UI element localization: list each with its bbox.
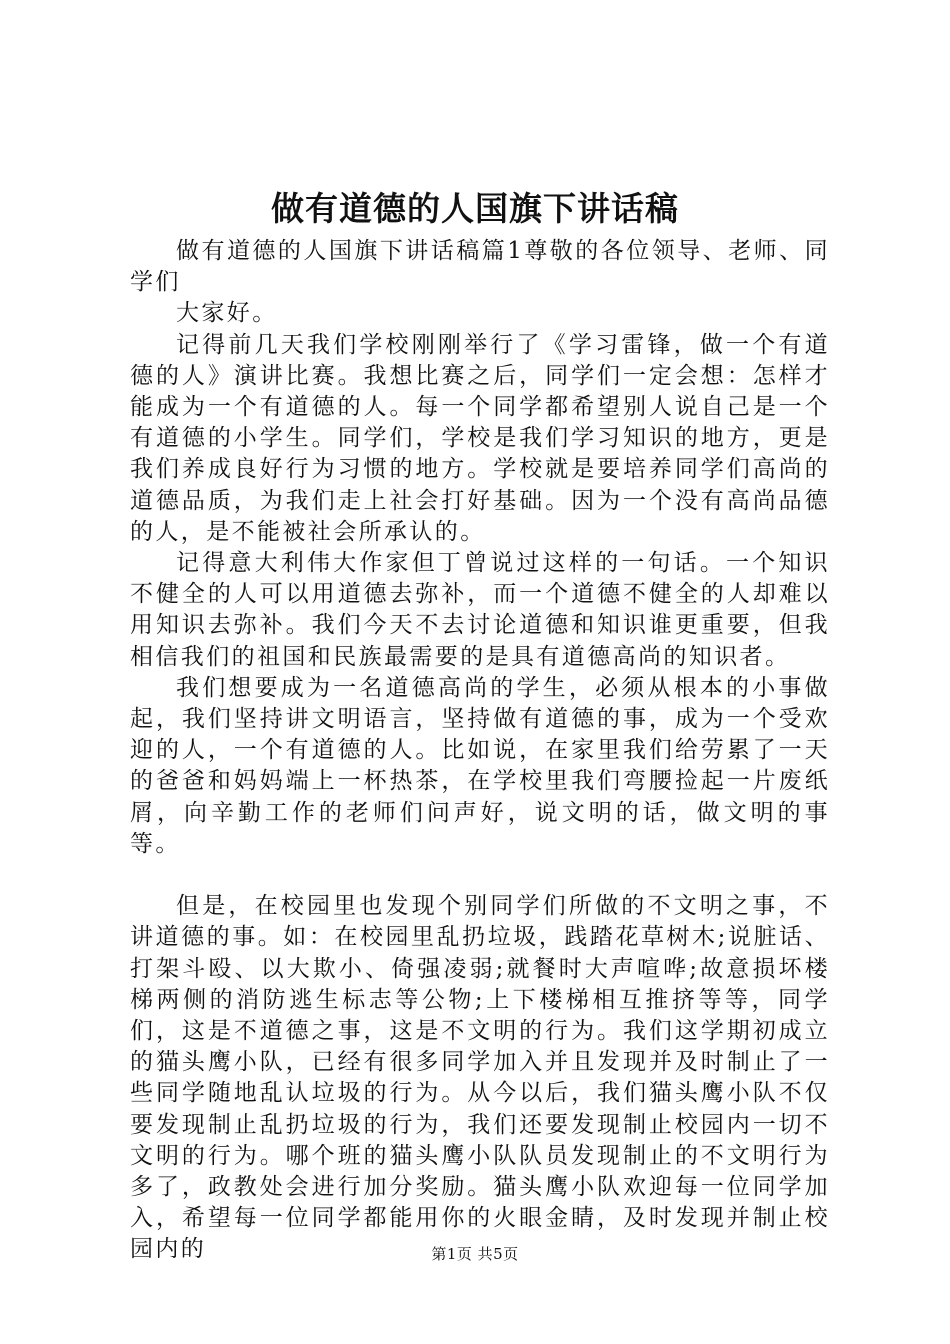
paragraph-speech-contest: 记得前几天我们学校刚刚举行了《学习雷锋，做一个有道德的人》演讲比赛。我想比赛之后，同学们一定会想：怎样才能成为一个有道德的人。每一个同学都希望别人说自己是一个有道德的小学生。同学们，学校是我们学习知识的地方，更是我们养成良好行为习惯的地方。学校就是要培养同学们高尚的道德品质，为我们走上社会打好基础。因为一个没有高尚品德的人，是不能被社会所承认的。 xyxy=(130,331,830,545)
paragraph-dante-quote: 记得意大利伟大作家但丁曾说过这样的一句话。一个知识不健全的人可以用道德去弥补，而一个道德不健全的人却难以用知识去弥补。我们今天不去讨论道德和知识谁更重要，但我相信我们的祖国和民族最需要的是具有道德高尚的知识者。 xyxy=(130,550,830,670)
page-number-footer: 第1页 共5页 xyxy=(431,1245,519,1263)
paragraph-small-things: 我们想要成为一名道德高尚的学生，必须从根本的小事做起，我们坚持讲文明语言，坚持做有道德的事，成为一个受欢迎的人，一个有道德的人。比如说，在家里我们给劳累了一天的爸爸和妈妈端上一杯热茶，在学校里我们弯腰捡起一片废纸屑，向辛勤工作的老师们问声好，说文明的话，做文明的事等。 xyxy=(130,674,830,857)
paragraph-gap xyxy=(130,860,830,891)
document-title: 做有道德的人国旗下讲话稿 xyxy=(271,189,679,228)
paragraph-uncivil-behavior: 但是，在校园里也发现个别同学们所做的不文明之事，不讲道德的事。如：在校园里乱扔垃圾，践踏花草树木;说脏话、打架斗殴、以大欺小、倚强凌弱;就餐时大声喧哗;故意损坏楼梯两侧的消防逃生标志等公物;上下楼梯相互推挤等等，同学们，这是不道德之事，这是不文明的行为。我们这学期初成立的猫头鹰小队，已经有很多同学加入并且发现并及时制止了一些同学随地乱认垃圾的行为。从今以后，我们猫头鹰小队不仅要发现制止乱扔垃圾的行为，我们还要发现制止校园内一切不文明的行为。哪个班的猫头鹰小队队员发现制止的不文明行为多了，政教处会进行加分奖励。猫头鹰小队欢迎每一位同学加入，希望每一位同学都能用你的火眼金睛，及时发现并制止校园内的 xyxy=(130,893,830,1263)
paragraph-greeting: 做有道德的人国旗下讲话稿篇1尊敬的各位领导、老师、同学们 xyxy=(130,238,830,296)
document-body xyxy=(130,236,830,1266)
paragraph-hello: 大家好。 xyxy=(176,300,278,327)
